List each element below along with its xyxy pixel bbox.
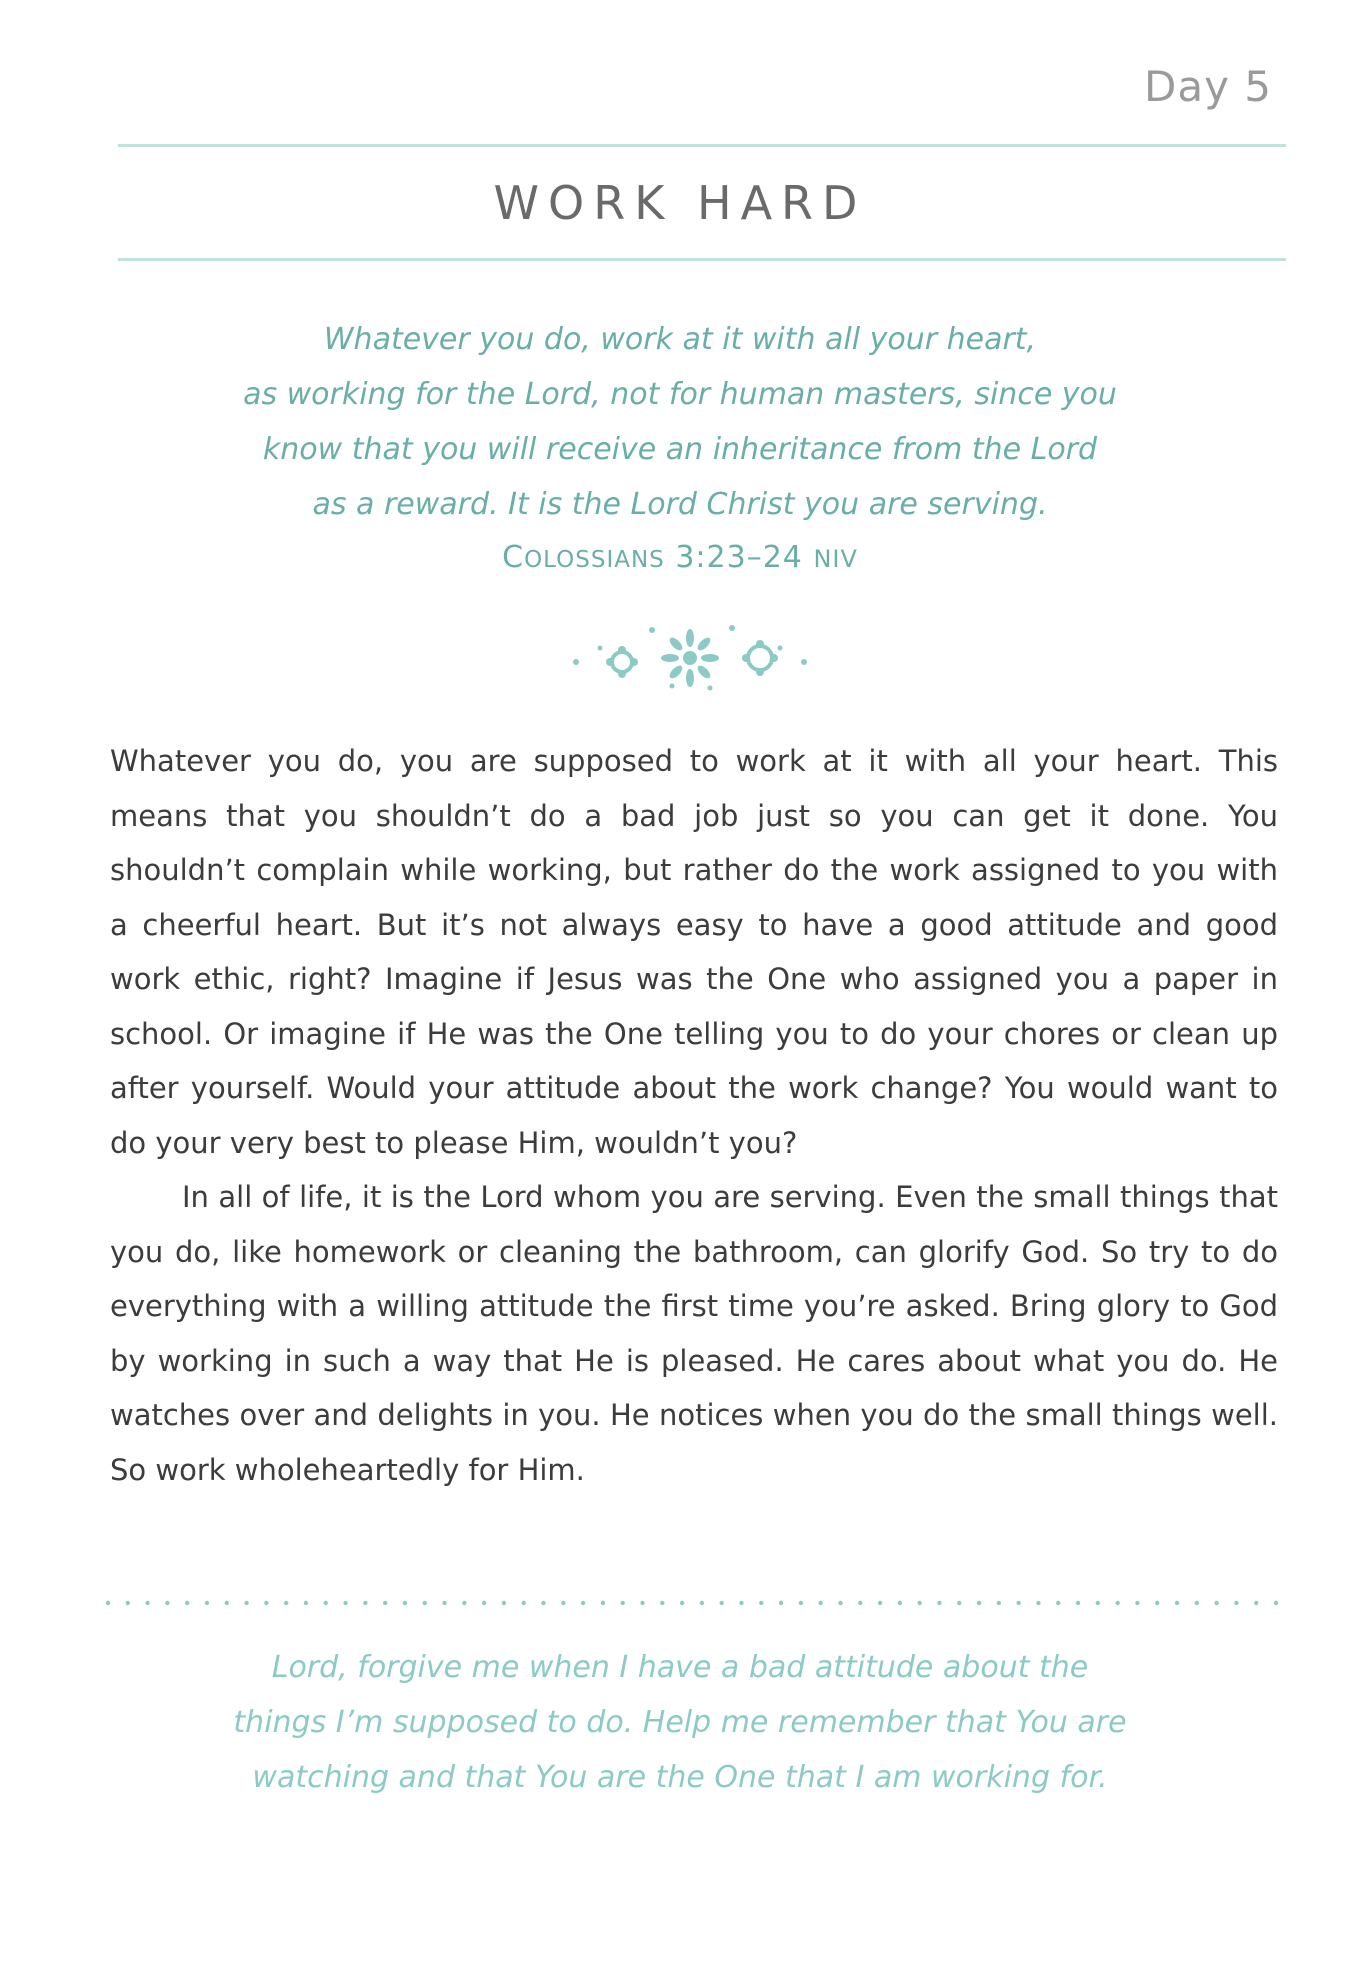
- divider-dot: [1195, 1601, 1199, 1605]
- divider-dot: [106, 1601, 110, 1605]
- divider-dot: [601, 1601, 605, 1605]
- divider-dot: [284, 1601, 288, 1605]
- divider-dot: [1056, 1601, 1060, 1605]
- day-label: Day 5: [1143, 62, 1272, 111]
- verse-line: as a reward. It is the Lord Christ you are serving.: [312, 487, 1048, 522]
- closing-prayer: [170, 1640, 1190, 1805]
- divider-dot: [937, 1601, 941, 1605]
- divider-dot: [482, 1601, 486, 1605]
- divider-dot: [1214, 1601, 1218, 1605]
- page-title: WORK HARD: [493, 176, 867, 230]
- divider-dot: [442, 1601, 446, 1605]
- divider-dot: [700, 1601, 704, 1605]
- divider-dot: [522, 1601, 526, 1605]
- divider-dot: [225, 1601, 229, 1605]
- divider-dot: [977, 1601, 981, 1605]
- divider-dot: [1175, 1601, 1179, 1605]
- body-paragraph: Whatever you do, you are supposed to work at it with all your heart. This means that you shouldn’t do a bad job just so you can get it done. You shouldn’t complain while working, but rather do the work assigned to you with a cheerful heart. But it’s not always easy to have a good attitude and good work ethic, right? Imagine if Jesus was the One who assigned you a paper in school. Or imagine if He was the One telling you to do your chores or clean up after yourself. Would your attitude about the work change? You would want to do your very best to please Him, wouldn’t you?: [110, 744, 1278, 1160]
- divider-dot: [1115, 1601, 1119, 1605]
- divider-dot: [818, 1601, 822, 1605]
- divider-dot: [621, 1601, 625, 1605]
- divider-dot: [898, 1601, 902, 1605]
- prayer-line: watching and that You are the One that I am working for.: [252, 1760, 1108, 1795]
- divider-dot: [403, 1601, 407, 1605]
- title-rule-top: [118, 144, 1286, 147]
- reference-version: NIV: [813, 545, 858, 573]
- divider-dot: [759, 1601, 763, 1605]
- divider-dot: [1135, 1601, 1139, 1605]
- scripture-verse: [180, 312, 1180, 532]
- divider-dot: [185, 1601, 189, 1605]
- divider-dot: [264, 1601, 268, 1605]
- body-paragraph: In all of life, it is the Lord whom you are serving. Even the small things that you do, like homework or cleaning the bathroom, can glorify God. So try to do everything with a willing attitude the first time you’re asked. Bring glory to God by working in such a way that He is pleased. He cares about what you do. He watches over and delights in you. He notices when you do the small things well. So work wholeheartedly for Him.: [110, 1180, 1278, 1487]
- verse-reference: [0, 540, 1360, 575]
- reference-book: COLOSSIANS: [502, 540, 665, 575]
- devotional-body: [110, 734, 1278, 1497]
- reference-chapter-verse: 3:23–24: [675, 540, 803, 575]
- divider-dot: [799, 1601, 803, 1605]
- divider-dot: [858, 1601, 862, 1605]
- prayer-line: things I’m supposed to do. Help me remember that You are: [233, 1705, 1127, 1740]
- divider-dot: [838, 1601, 842, 1605]
- divider-dot: [957, 1601, 961, 1605]
- divider-dot: [205, 1601, 209, 1605]
- divider-dot: [324, 1601, 328, 1605]
- divider-dot: [878, 1601, 882, 1605]
- divider-dot: [917, 1601, 921, 1605]
- divider-dot: [145, 1601, 149, 1605]
- divider-dot: [1234, 1601, 1238, 1605]
- divider-dot: [719, 1601, 723, 1605]
- divider-dot: [739, 1601, 743, 1605]
- divider-dot: [660, 1601, 664, 1605]
- divider-dot: [1274, 1601, 1278, 1605]
- verse-line: know that you will receive an inheritance from the Lord: [262, 432, 1098, 467]
- prayer-line: Lord, forgive me when I have a bad attitude about the: [271, 1650, 1089, 1685]
- divider-dot: [1016, 1601, 1020, 1605]
- divider-dot: [640, 1601, 644, 1605]
- dotted-divider: [104, 1598, 1280, 1608]
- divider-dot: [244, 1601, 248, 1605]
- title-rule-bottom: [118, 258, 1286, 261]
- divider-dot: [1036, 1601, 1040, 1605]
- divider-dot: [1155, 1601, 1159, 1605]
- floral-ornament-icon: [560, 618, 820, 698]
- divider-dot: [997, 1601, 1001, 1605]
- divider-dot: [779, 1601, 783, 1605]
- divider-dot: [581, 1601, 585, 1605]
- divider-dot: [561, 1601, 565, 1605]
- divider-dot: [1076, 1601, 1080, 1605]
- divider-dot: [126, 1601, 130, 1605]
- divider-dot: [502, 1601, 506, 1605]
- divider-dot: [1096, 1601, 1100, 1605]
- verse-line: Whatever you do, work at it with all your heart,: [323, 322, 1037, 357]
- divider-dot: [304, 1601, 308, 1605]
- divider-dot: [423, 1601, 427, 1605]
- divider-dot: [383, 1601, 387, 1605]
- divider-dot: [680, 1601, 684, 1605]
- divider-dot: [165, 1601, 169, 1605]
- divider-dot: [462, 1601, 466, 1605]
- divider-dot: [541, 1601, 545, 1605]
- divider-dot: [343, 1601, 347, 1605]
- verse-line: as working for the Lord, not for human masters, since you: [243, 377, 1117, 412]
- divider-dot: [1254, 1601, 1258, 1605]
- divider-dot: [363, 1601, 367, 1605]
